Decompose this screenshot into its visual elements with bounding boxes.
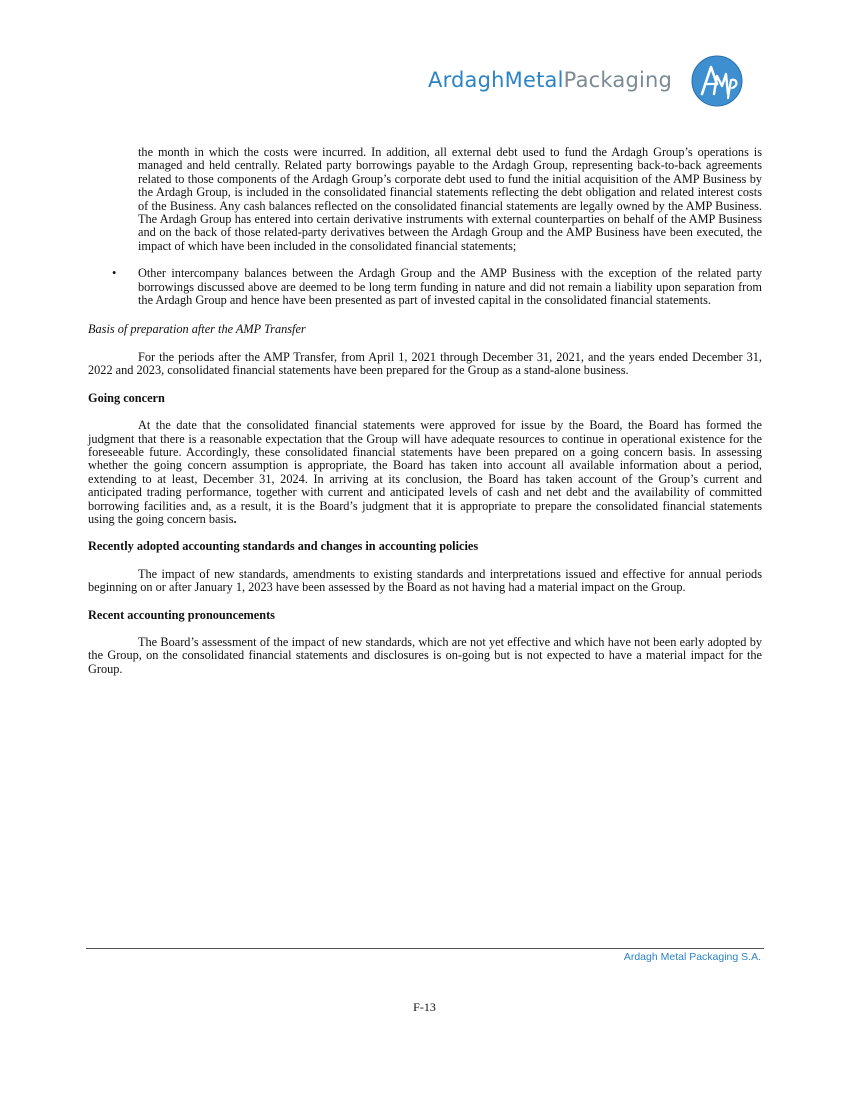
basis-paragraph: For the periods after the AMP Transfer, from April 1, 2021 through December 31, 2021, and the years ended December 31, 2022 and 2023, consolidated financial statements have been prepared for the Group as a stand-alone business. — [88, 349, 762, 378]
page-number: F-13 — [413, 1000, 436, 1014]
basis-heading: Basis of preparation after the AMP Transfer — [88, 322, 306, 337]
document-body — [88, 146, 762, 676]
footer-divider — [86, 948, 764, 949]
company-logo-wordmark — [428, 68, 672, 92]
continued-paragraph: the month in which the costs were incurred. In addition, all external debt used to fund the Ardagh Group’s operations is managed and held centrally. Related party borrowings payable to the Ardagh Group, representing back-to-back agreements related to those components of the Ardagh Group’s corporate debt used to fund the initial acquisition of the AMP Business by the Ardagh Group, is included in the consolidated financial statements reflecting the debt obligation and related interest costs of the Business. Any cash balances reflected on the consolidated financial statements are legally owned by the AMP Business. The Ardagh Group has entered into certain derivative instruments with external counterparties on behalf of the AMP Business and on the back of those related-party derivatives between the Ardagh Group and the AMP Business have been executed, the impact of which have been included in the consolidated financial statements; — [138, 145, 762, 253]
bullet-item — [88, 267, 762, 307]
amp-logo-icon — [690, 54, 744, 108]
logo-word-ardagh: Ardagh — [428, 68, 505, 92]
going-concern-paragraph — [88, 419, 762, 526]
bullet-text: Other intercompany balances between the Ardagh Group and the AMP Business with the exception of the related party borrowings discussed above are deemed to be long term funding in nature and did not remain a liability upon separation from the Ardagh Group and hence have been presented as part of invested capital in the consolidated financial statements. — [138, 266, 762, 308]
going-concern-text: At the date that the consolidated financial statements were approved for issue by the Board, the Board has formed the judgment that there is a reasonable expectation that the Group will have adequate resources to continue in operational existence for the foreseeable future. Accordingly, these consolidated financial statements have been prepared on a going concern basis. In assessing whether the going concern assumption is appropriate, the Board has taken into account all available information about a period, extending to at least, December 31, 2024. In arriving at its conclusion, the Board has taken account of the Group’s current and anticipated trading performance, together with current and anticipated levels of cash and net debt and the availability of committed borrowing facilities and, as a result, it is the Board’s judgment that it is appropriate to prepare the consolidated financial statements using the going concern basis — [88, 418, 762, 526]
bullet-marker: • — [112, 266, 117, 281]
recently-adopted-heading: Recently adopted accounting standards and changes in accounting policies — [88, 539, 479, 554]
going-concern-heading: Going concern — [88, 390, 165, 405]
logo-word-packaging: Packaging — [563, 68, 673, 92]
page-header — [0, 52, 849, 112]
recent-pronouncements-heading: Recent accounting pronouncements — [88, 607, 275, 622]
recently-adopted-paragraph: The impact of new standards, amendments to existing standards and interpretations issued and effective for annual periods beginning on or after January 1, 2023 have been assessed by the Board as not having had a material impact on the Group. — [88, 566, 762, 595]
going-concern-period: . — [233, 511, 237, 526]
recent-pronouncements-paragraph: The Board’s assessment of the impact of new standards, which are not yet effective and which have not been early adopted by the Group, on the consolidated financial statements and disclosures is on-going but is not expected to have a material impact for the Group. — [88, 634, 762, 676]
logo-word-metal: Metal — [504, 68, 564, 92]
footer-company-name: Ardagh Metal Packaging S.A. — [623, 951, 761, 963]
